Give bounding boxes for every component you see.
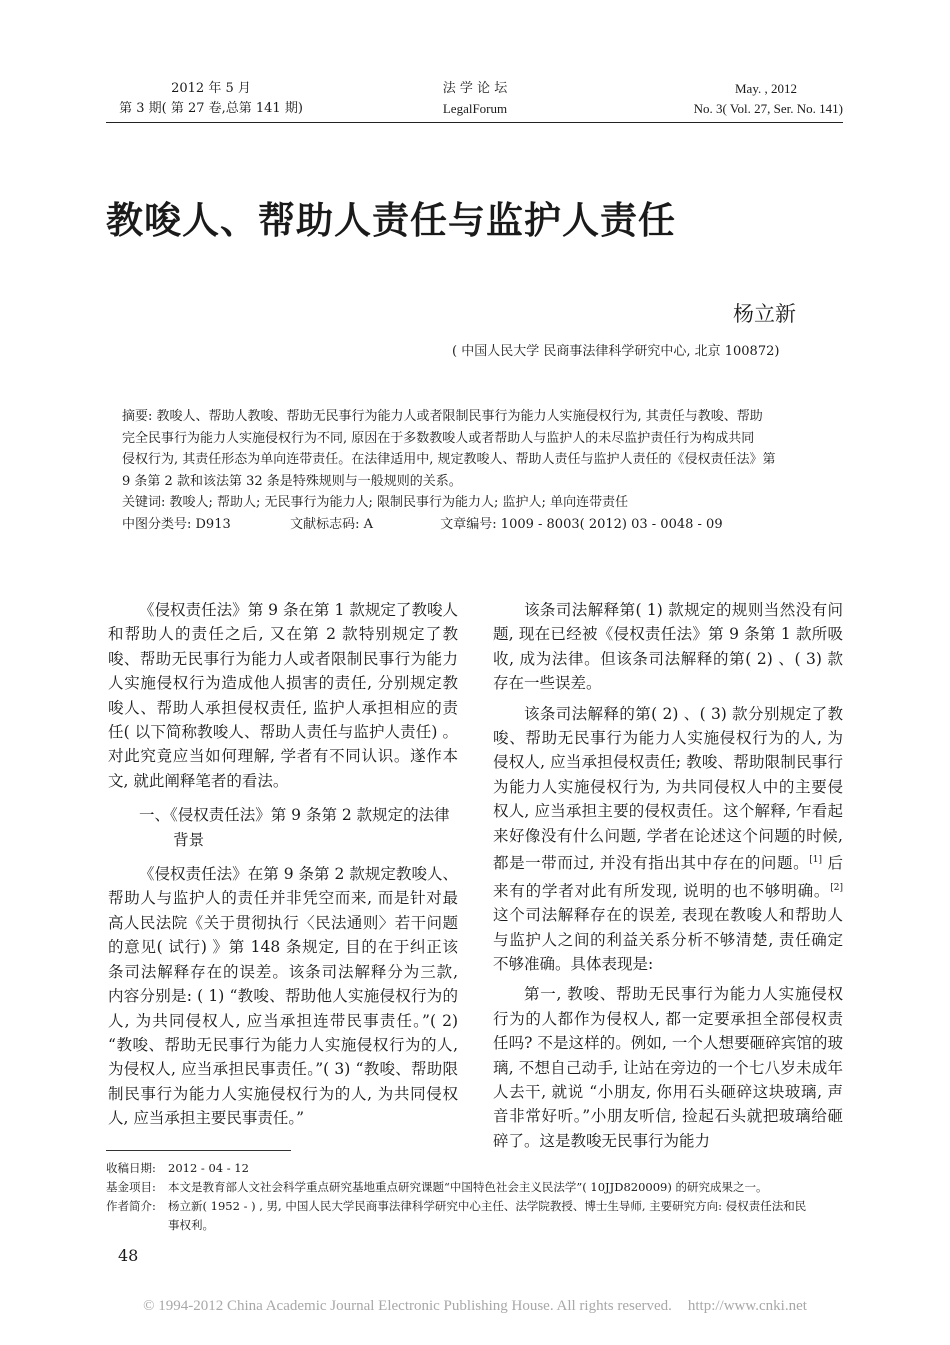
section-heading-line: 背景 — [173, 830, 205, 849]
copyright-url[interactable]: http://www.cnki.net — [687, 1298, 807, 1314]
paragraph: 该条司法解释第( 1) 款规定的规则当然没有问题, 现在已经被《侵权责任法》第 9 条第 1 款所吸收, 成为法律。但该条司法解释的第( 2) 、( 3) 款存在一些误差。 — [493, 601, 843, 693]
footnote-ref[interactable]: [2] — [830, 882, 843, 893]
copyright-text: © 1994-2012 China Academic Journal Electronic Publishing House. All rights reserved. — [143, 1298, 672, 1314]
header-right — [630, 79, 843, 119]
received-date-row — [106, 1159, 843, 1178]
keywords: 关键词: 教唆人; 帮助人; 无民事行为能力人; 限制民事行为能力人; 监护人; 单向连带责任 — [122, 495, 629, 510]
section-heading — [108, 803, 458, 852]
header-left — [106, 79, 316, 119]
body-column-right — [493, 598, 843, 1153]
journal-name-cn: 法 学 论 坛 — [442, 81, 508, 96]
abstract-line: 完全民事行为能力人实施侵权行为不同, 原因在于多数教唆人或者帮助人与监护人的未尽监护责任行为构成共同 — [122, 430, 755, 446]
header-date-en: May. , 2012 — [735, 81, 797, 96]
article-title: 教唆人、帮助人责任与监护人责任 — [106, 199, 676, 242]
paragraph: 《侵权责任法》在第 9 条第 2 款规定教唆人、帮助人与监护人的责任并非凭空而来, 而是针对最高人民法院《关于贯彻执行〈民法通则〉若干问题的意见( 试行) 》第 148 条规定, 目的在于纠正该条司法解释存在的误差。该条司法解释分为三款, 内容分别是: ( 1) “教唆、帮助他人实施侵权行为的人, 为共同侵权人, 应当承担连带民事责任。”( 2) “教唆、帮助无民事行为能力人实施侵权行为的人, 为侵权人, 应当承担民事责任。”( 3) “教唆、帮助限制民事行为能力人实施侵权行为的人, 为共同侵权人, 应当承担主要民事责任。” — [108, 865, 458, 1128]
header-date: 2012 年 5 月 — [171, 81, 251, 96]
header-center — [415, 79, 535, 119]
author-bio-line: 事权利。 — [168, 1218, 214, 1232]
received-label: 收稿日期: — [106, 1161, 156, 1175]
paragraph: 第一, 教唆、帮助无民事行为能力人实施侵权行为的人都作为侵权人, 都一定要承担全部侵权责任吗? 不是这样的。例如, 一个人想要砸碎宾馆的玻璃, 不想自己动手, 让站在旁边的一个七八岁未成年人去干, 就说 “小朋友, 你用石头砸碎这块玻璃, 声音非常好听。”小朋友听信, 捡起石头就把玻璃给砸碎了。这是教唆无民事行为能力 — [493, 985, 843, 1150]
article-notes — [106, 1159, 843, 1235]
paragraph-text: 这个司法解释存在的误差, 表现在教唆人和帮助人与监护人之间的利益关系分析不够清楚, 责任确定不够准确。具体表现是: — [493, 906, 843, 973]
section-heading-line: 一、《侵权责任法》第 9 条第 2 款规定的法律 — [139, 806, 450, 825]
class-number: 中图分类号: D913 — [122, 516, 231, 532]
paragraph-text: 该条司法解释的第( 2) 、( 3) 款分别规定了教唆、帮助无民事行为能力人实施侵权行为的人, 为侵权人, 应当承担侵权责任; 教唆、帮助限制民事行为能力人实施侵权行为, 为共同侵权人中的主要侵权人, 应当承担主要的侵权责任。这个解释, 乍看起来好像没有什么问题, 学者在论述这个问题的时候, 都是一带而过, 并没有指出其中存在的问题。 — [493, 704, 843, 873]
classification-line — [122, 514, 842, 536]
fund-label: 基金项目: — [106, 1180, 156, 1194]
fund-row — [106, 1178, 843, 1197]
article-author: 杨立新 — [733, 302, 796, 326]
body-column-left — [108, 598, 458, 1131]
paragraph-text: 后来有的学者对此有所发现, 说明的也不够明确。 — [493, 854, 843, 900]
fund-text: 本文是教育部人文社会科学重点研究基地重点研究课题“中国特色社会主义民法学”( 10JJD820009) 的研究成果之一。 — [168, 1180, 768, 1194]
paragraph — [493, 702, 843, 977]
author-affiliation: ( 中国人民大学 民商事法律科学研究中心, 北京 100872) — [452, 344, 780, 359]
author-bio-label: 作者简介: — [106, 1199, 156, 1213]
header-rule — [106, 122, 843, 123]
author-bio-row — [106, 1197, 843, 1235]
received-date: 2012 - 04 - 12 — [168, 1161, 249, 1175]
footnote-rule — [106, 1150, 291, 1151]
copyright-watermark — [0, 1298, 950, 1315]
author-bio-text — [168, 1197, 806, 1235]
header-issue: 第 3 期( 第 27 卷,总第 141 期) — [119, 101, 303, 116]
abstract-line: 侵权行为, 其责任形态为单向连带责任。在法律适用中, 规定教唆人、帮助人责任与监护人责任的《侵权责任法》第 — [122, 452, 776, 467]
header-issue-en: No. 3( Vol. 27, Ser. No. 141) — [693, 101, 843, 116]
abstract-line: 9 条第 2 款和该法第 32 条是特殊规则与一般规则的关系。 — [122, 473, 462, 489]
page-number: 48 — [118, 1246, 139, 1265]
abstract — [122, 406, 842, 535]
paragraph: 《侵权责任法》第 9 条在第 1 款规定了教唆人和帮助人的责任之后, 又在第 2 款特别规定了教唆、帮助无民事行为能力人或者限制民事行为能力人实施侵权行为造成他人损害的责任, 分别规定教唆人、帮助人承担侵权责任, 监护人承担相应的责任( 以下简称教唆人、帮助人责任与监护人责任) 。对此究竟应当如何理解, 学者有不同认识。遂作本文, 就此阐释笔者的看法。 — [108, 601, 458, 790]
article-number: 文章编号: 1009 - 8003( 2012) 03 - 0048 - 09 — [440, 516, 723, 532]
author-bio-line: 杨立新( 1952 - ) , 男, 中国人民大学民商事法律科学研究中心主任、法学院教授、博士生导师, 主要研究方向: 侵权责任法和民 — [168, 1199, 807, 1213]
document-code: 文献标志码: A — [290, 516, 374, 532]
abstract-line: 摘要: 教唆人、帮助人教唆、帮助无民事行为能力人或者限制民事行为能力人实施侵权行为, 其责任与教唆、帮助 — [122, 409, 763, 424]
journal-name-en: LegalForum — [442, 101, 508, 116]
footnote-ref[interactable]: [1] — [809, 855, 822, 866]
